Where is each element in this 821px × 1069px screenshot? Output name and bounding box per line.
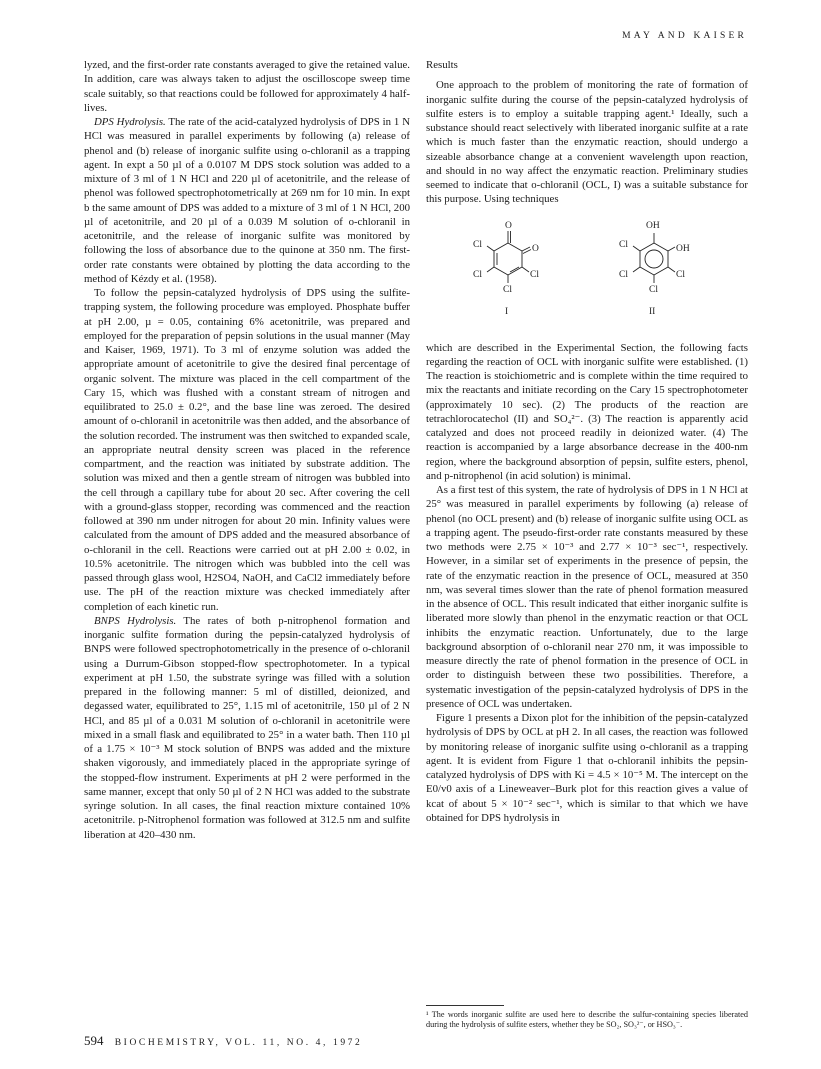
- run-in-heading: BNPS Hydrolysis.: [94, 614, 177, 627]
- compound-label-II: II: [649, 306, 656, 317]
- paragraph: One approach to the problem of monitoring the rate of formation of inorganic sulfite during the course of the pepsin-catalyzed hydrolysis of sulfite esters is to employ a suitable trapping agent.¹ Ideally, such a substance should react selectively with liberated inorganic sulfite at a rate which is much faster than the enzymatic reaction, should undergo a sizeable absorbance change at a convenient wavelength upon reaction, and should in no way affect the enzymatic reaction. Preliminary studies seemed to indicate that o-chloranil (OCL, I) was a suitable substance for this purpose. Using techniques: [426, 79, 748, 206]
- right-column: [426, 58, 748, 825]
- atom-label: Cl: [530, 269, 539, 280]
- left-column: [84, 58, 410, 842]
- atom-label: Cl: [473, 239, 482, 250]
- paragraph: which are described in the Experimental Section, the following facts regarding the reaction of OCL with inorganic sulfite were established. (1) The reaction is stoichiometric and is complete within the time required to mix the reactants and initiate recording on the Cary 15 spectrophotometer (approximately 10 sec). (2) The products of the reaction are tetrachlorocatechol (II) and SO₄²⁻. (3) The reaction is apparently acid catalyzed and does not proceed readily in deionized water. (4) The reaction is accompanied by a large absorbance decrease in the 400-nm region, where the background absorption of pepsin, sulfite esters, phenol, and p-nitrophenol (in acid solution) is minimal.: [426, 341, 748, 482]
- paragraph-dps-hydrolysis: [84, 115, 410, 286]
- atom-label: OH: [676, 243, 690, 254]
- atom-label: Cl: [619, 239, 628, 250]
- atom-label: Cl: [649, 284, 658, 295]
- atom-label: Cl: [503, 284, 512, 295]
- running-head: MAY AND KAISER: [622, 31, 747, 41]
- chemical-structures: [426, 213, 748, 323]
- page-number: 594: [84, 1033, 104, 1048]
- atom-label: Cl: [619, 269, 628, 280]
- atom-label: O: [505, 220, 512, 231]
- paragraph: As a first test of this system, the rate of hydrolysis of DPS in 1 N HCl at 25° was measured in parallel experiments by following (a) release of phenol (no OCL present) and (b) release of inorganic sulfite using OCL as a trapping agent. The pseudo-first-order rate constants measured by these two methods were 2.75 × 10⁻³ and 2.77 × 10⁻³ sec⁻¹, respectively. However, in a similar set of experiments in the presence of pepsin, the rate of the enzymatic reaction in the presence of OCL, measured at 350 nm, was several times slower than the rate of phenol formation measured in the absence of OCL. This result indicated that either inorganic sulfite is liberated more slowly than phenol in the enzymatic reaction or that OCL inhibits the enzymatic reaction. Unfortunately, due to the large background absorption of o-chloranil near 270 nm, it was impossible to measure directly the rate of phenol formation in the presence of OCL in order to distinguish between these two possibilities. Therefore, a systematic investigation of the pepsin-catalyzed hydrolysis of DPS in the presence of OCL was undertaken.: [426, 484, 748, 710]
- footnote: ¹ The words inorganic sulfite are used here to describe the sulfur-containing species liberated during the hydrolysis of sulfite esters, whether they be SO₂, SO₃²⁻, or HSO₃⁻.: [426, 1010, 748, 1030]
- structure-II-bonds: [633, 233, 675, 283]
- paragraph-body: The rates of both p-nitrophenol formation and inorganic sulfite formation during the pepsin-catalyzed hydrolysis of BNPS were followed spectrophotometrically in the presence of o-chloranil using a Durrum-Gibson stopped-flow spectrophotometer. In a typical experiment at pH 1.50, the substrate syringe was filled with a solution prepared in the following manner: 5 ml of distilled, deionized, and degassed water, equilibrated to 25°, 1.15 ml of acetonitrile, 150 µl of 2 N HCl, and 85 µl of a 0.031 M solution of o-chloranil in acetonitrile were mixed in a small flask and equilibrated to 25° in a water bath. Then 110 µl of a 1.75 × 10⁻³ M stock solution of BNPS was added and the mixture shaken vigorously, and immediately placed in the appropriate syringe of the stopped-flow instrument. Experiments at pH 2 were performed in the same manner, except that only 50 µl of 2 N HCl was added to the substrate syringe solution. In all cases, the final reaction mixture contained 10% acetonitrile. p-Nitrophenol formation was followed at 312.5 nm and sulfite liberation at 420–430 nm.: [84, 614, 410, 841]
- paragraph: Figure 1 presents a Dixon plot for the inhibition of the pepsin-catalyzed hydrolysis of DPS by OCL at pH 2. In all cases, the reaction was followed by monitoring release of inorganic sulfite using o-chloranil as a trapping agent. It is evident from Figure 1 that o-chloranil inhibits the pepsin-catalyzed hydrolysis of DPS with Ki = 4.5 × 10⁻⁵ M. The intercept on the E0/v0 axis of a Lineweaver–Burk plot for this reaction gives a value of kcat of about 5 × 10⁻² sec⁻¹, which is similar to that which we have obtained for DPS hydrolysis in: [426, 712, 748, 824]
- run-in-heading: DPS Hydrolysis.: [94, 116, 166, 128]
- paragraph-bnps-hydrolysis: [84, 614, 410, 842]
- structure-drawing: [426, 213, 748, 323]
- atom-label: Cl: [676, 269, 685, 280]
- paragraph-body: The rate of the acid-catalyzed hydrolysis of DPS in 1 N HCl was measured in parallel experiments by following (a) release of phenol and (b) release of inorganic sulfite using o-chloranil as a trapping agent. In expt a 50 µl of a 0.0107 M DPS stock solution was added to a mixture of 3 ml of 1 N HCl and 220 µl of acetonitrile, and the release of phenol was followed spectrophotometrically at 269 nm for 10 min. In expt b the same amount of DPS was added to a mixture of 3 ml of 1 N HCl, 200 µl of acetonitrile, and 20 µl of a 0.039 M solution of o-chloranil in acetonitrile, and the release of inorganic sulfite was monitored by following the loss of absorbance due to the quinone at 350 nm. The first-order rate constants were obtained by plotting the data according to the method of Kézdy et al. (1958).: [84, 116, 410, 285]
- journal-citation: BIOCHEMISTRY, VOL. 11, NO. 4, 1972: [114, 1038, 363, 1048]
- atom-label: Cl: [473, 269, 482, 280]
- atom-label: O: [532, 243, 539, 254]
- structure-I-bonds: [487, 231, 531, 283]
- footnote-rule: [426, 1005, 504, 1006]
- section-heading: Results: [426, 59, 458, 71]
- atom-label: OH: [646, 220, 660, 231]
- paragraph: To follow the pepsin-catalyzed hydrolysis of DPS using the sulfite-trapping system, the following procedure was employed. Phosphate buffer at pH 2.00, µ = 0.05, containing 6% acetonitrile, was prepared and employed for the preparation of pepsin solutions in the usual manner (May and Kaiser, 1969, 1971). To 3 ml of enzyme solution was added the appropriate amount of acetonitrile to give the desired final percentage of organic solvent. The mixture was placed in the cell compartment of the Cary 15, which was flushed with a constant stream of nitrogen and equilibrated to 25.0 ± 0.2°, and the base line was zeroed. The desired amount of o-chloranil in acetonitrile was then added, and the absorbance of the solution recorded. The instrument was then switched to expanded scale, an appropriate neutral density screen was placed in the reference compartment, and the reaction was initiated by substrate addition. The solution was mixed and then a gentle stream of nitrogen was bubbled into the cell through a capillary tube for about 20 sec. After covering the cell with a ground-glass stopper, recording was commenced and the reaction followed at 390 nm under nitrogen for about 20 min. Infinity values were calculated from the amount of DPS added and the measured absorbance of o-chloranil in the cell. Reactions were carried out at pH 2.00 ± 0.02, in 10.5% acetonitrile. The nitrogen which was bubbled into the cell was passed through glass wool, H2SO4, NaOH, and CaCl2 immediately before use. The pH of the reaction mixture was checked immediately after completion of each kinetic run.: [84, 287, 411, 613]
- paragraph: lyzed, and the first-order rate constants averaged to give the retained value. In addition, care was always taken to adjust the oscilloscope sweep time scale suitably, so that reactions could be followed for approximately 4 half-lives.: [84, 59, 410, 114]
- page-footer: [84, 1033, 362, 1049]
- compound-label-I: I: [505, 306, 509, 317]
